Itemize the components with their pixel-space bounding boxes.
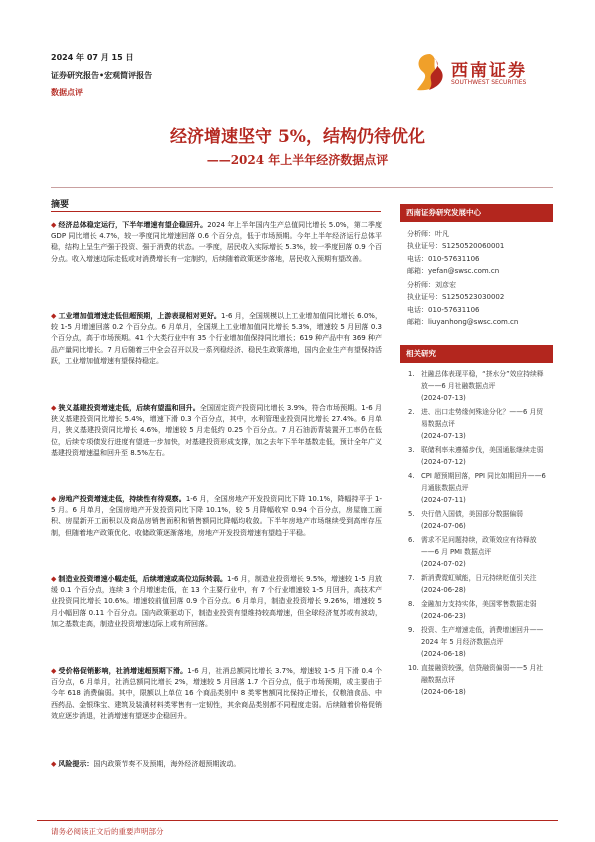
related-num: 3. (408, 446, 415, 454)
analyst-email[interactable]: 邮箱：yefan@swsc.com.cn (407, 266, 500, 275)
analyst-panel (400, 204, 553, 328)
doc-type: 数据点评 (51, 88, 83, 97)
related-date: (2024-06-18) (421, 688, 466, 696)
paragraph-text: 国内政策节奏不及预期，海外经济超预期波动。 (93, 760, 241, 768)
logo-mark-icon (413, 52, 447, 94)
abstract-heading: 摘要 (51, 200, 70, 210)
paragraph-text: 1-6 月，全国规模以上工业增加值同比增长 6.0%，较 1-5 月增速回落 0.2 个百分点。6 月单月，全国规上工业增加值同比增长 5.3%，增速较 5 月回落 0.3 个百分点，高于市场预期。41 个大类行业中有 35 个行业增加值保持同比增长；619 种产品中有 369 种产品产量同比增长。7 月后随着三中全会召开以及一系列稳经济、稳民生政策落地，国内企业生产有望保持活跃，工业增加值增速有望保持稳定。 (51, 312, 383, 365)
abstract-paragraph (51, 494, 382, 539)
paragraph-lead: 风险提示： (58, 760, 94, 768)
related-text: 新消费霓虹赋能，日元持续贬值引关注 (421, 574, 537, 582)
report-subtitle: ——2024 年上半年经济数据点评 (206, 153, 389, 167)
related-text: 社融总体表现平稳，“挤水分”效应持续释放——6 月社融数据点评 (421, 370, 544, 390)
related-num: 5. (408, 510, 415, 518)
related-date: (2024-06-23) (421, 612, 466, 620)
related-date: (2024-07-06) (421, 522, 466, 530)
related-num: 8. (408, 600, 415, 608)
related-item[interactable] (400, 534, 553, 570)
paragraph-text: 1-6 月，全国房地产开发投资同比下降 10.1%，降幅持平于 1-5 月。6 月单月，全国房地产开发投资同比下降 10.1%，较 5 月降幅收窄 0.94 个百分点，房屋施工面积、房屋新开工面积以及商品房销售面积和销售额同比降幅均收敛。下半年房地产市场继续受到高库存压制，但随着地产政策优化、收储政策逐渐落地，房地产开发投资增速有望趋于平稳。 (51, 495, 383, 537)
related-item[interactable] (400, 508, 553, 532)
bullet-icon: ◆ (51, 221, 57, 229)
analyst-card (400, 279, 553, 328)
paragraph-lead: 房地产投资增速走低，持续性有待观察。 (58, 495, 186, 503)
related-text: CPI 超预期回落，PPI 同比如期回升——6 月通胀数据点评 (421, 472, 546, 492)
abstract-paragraph (51, 220, 382, 265)
logo-english: SOUTHWEST SECURITIES (451, 79, 527, 86)
related-item[interactable] (400, 624, 553, 660)
related-date: (2024-07-13) (421, 394, 466, 402)
bullet-icon: ◆ (51, 312, 57, 320)
bullet-icon: ◆ (51, 667, 57, 675)
paragraph-lead: 制造业投资增速小幅走低，后续增速或高位边际转弱。 (58, 575, 227, 583)
related-text: 直接融资较强，信贷融资偏弱——5 月社融数据点评 (421, 664, 544, 684)
related-text: 金融加力支持实体，美国零售数据走弱 (421, 600, 537, 608)
paragraph-lead: 受价格促销影响，社消增速超预期下滑。 (58, 667, 188, 675)
bullet-icon: ◆ (51, 495, 57, 503)
paragraph-text: 2024 年上半年国内生产总值同比增长 5.0%，第二季度 GDP 同比增长 4.7%，较一季度同比增速回落 0.6 个百分点，低于市场预期。今年上半年经济运行总体平稳，结构上呈生产强于投资、强于消费的状态。一季度，居民收入实际增长 5.3%，较一季度回落 0.9 个百分点。收入增速边际走低或对消费增长有一定制约，后续随着政策逐步落地，居民收入预期有望改善。 (51, 221, 382, 263)
abstract-paragraph (51, 403, 382, 459)
related-num: 7. (408, 574, 415, 582)
bullet-icon: ◆ (51, 575, 57, 583)
report-type: 证券研究报告•宏观简评报告 (51, 71, 153, 80)
paragraph-text: 全国固定资产投资同比增长 3.9%，符合市场预期。1-6 月狭义基建投资同比增长 5.4%，增速下滑 0.3 个百分点，其中，水利管理业投资同比增长 27.4%。6 月单月，狭义基建投资同比增长 4.6%，增速较 5 月走低约 0.25 个百分点。7 月石油沥青装置开工率仍在低位，后续专项债发行进度有望进一步加快，对基建投资形成支撑，加之去年下半年基数走低，预计全年广义基建投资增速温和回升至 8.5%左右。 (51, 404, 382, 457)
related-item[interactable] (400, 572, 553, 596)
analyst-phone: 电话：010-57631106 (407, 254, 480, 263)
company-logo (413, 52, 553, 94)
related-list (400, 368, 553, 698)
analyst-cert: 执业证号：S1250520060001 (407, 242, 505, 251)
risk-note (51, 759, 382, 770)
abstract-divider (51, 211, 381, 212)
related-text: 进、出口走势缘何殊途分化？——6 月贸易数据点评 (421, 408, 544, 428)
report-date: 2024 年 07 月 15 日 (51, 53, 134, 62)
analyst-phone: 电话：010-57631106 (407, 305, 480, 314)
related-num: 4. (408, 472, 415, 480)
related-text: 联储利率未遵循步伐，美国通胀继续走弱 (421, 446, 544, 454)
paragraph-text: 1-6 月，社消总额同比增长 3.7%，增速较 1-5 月下滑 0.4 个百分点，6 月单月，社消总额同比增长 2%，增速较 5 月回落 1.7 个百分点，低于市场预期，或主要由于今年 618 消费偏弱。其中，限额以上单位 16 个商品类别中 8 类零售额同比保持正增长，仅粮油食品、中西药品、金银珠宝、建筑及装潢材料类零售有一定韧性，其余商品类别都不同程度走弱。后续随着价格促销效应逐步消退，社消增速有望逐步企稳回升。 (51, 667, 383, 720)
related-date: (2024-06-28) (421, 586, 466, 594)
bullet-icon: ◆ (51, 760, 57, 768)
related-text: 需求不足问题持续，政策效应有待释放——6 月 PMI 数据点评 (421, 536, 537, 556)
abstract-paragraph (51, 574, 382, 630)
related-item[interactable] (400, 444, 553, 468)
related-item[interactable] (400, 368, 553, 404)
paragraph-lead: 经济总体稳定运行，下半年增速有望企稳回升。 (58, 221, 208, 229)
logo-name: 西南证券 (451, 61, 527, 81)
related-num: 10. (408, 664, 419, 672)
related-item[interactable] (400, 406, 553, 442)
analyst-card (400, 228, 553, 277)
related-text: 投资、生产增速走低，消费增速回升——2024 年 5 月经济数据点评 (421, 626, 544, 646)
related-research-panel (400, 345, 553, 700)
related-title: 相关研究 (400, 345, 553, 363)
analyst-cert: 执业证号：S1250523030002 (407, 293, 505, 302)
related-item[interactable] (400, 598, 553, 622)
related-text: 央行借入国债，美国部分数据偏弱 (421, 510, 523, 518)
related-date: (2024-07-13) (421, 432, 466, 440)
related-item[interactable] (400, 662, 553, 698)
related-num: 6. (408, 536, 415, 544)
paragraph-lead: 狭义基建投资增速走低，后续有望温和回升。 (58, 404, 200, 412)
analyst-name: 分析师：叶凡 (407, 230, 449, 238)
related-num: 1. (408, 370, 415, 378)
related-num: 9. (408, 626, 415, 634)
abstract-paragraph (51, 666, 382, 722)
header-divider (51, 187, 553, 188)
footer-disclaimer: 请务必阅读正文后的重要声明部分 (51, 827, 164, 836)
paragraph-text: 1-6 月，制造业投资增长 9.5%，增速较 1-5 月放缓 0.1 个百分点，连续 3 个月增速走低，在 13 个主要行业中，有 7 个行业增速较 1-5 月回升，高技术产业投资同比增长 10.6%。增速较前值回落 0.9 个百分点。6 月单月，制造业投资增长 9.26%，增速较 5 月小幅回落 0.11 个百分点。国内政策驱动下，制造业投资有望维持较高增速，但全球经济复苏或有波动，加之基数走高，制造业投资增速边际上或有所回落。 (51, 575, 383, 628)
analyst-email[interactable]: 邮箱：liuyanhong@swsc.com.cn (407, 318, 519, 327)
related-date: (2024-07-12) (421, 458, 466, 466)
analyst-name: 分析师：刘彦宏 (407, 281, 456, 290)
related-date: (2024-07-11) (421, 496, 466, 504)
paragraph-lead: 工业增加值增速走低但超预期，上游表现相对更好。 (58, 312, 221, 320)
related-num: 2. (408, 408, 415, 416)
team-title: 西南证券研究发展中心 (400, 204, 553, 222)
related-date: (2024-07-02) (421, 560, 466, 568)
bullet-icon: ◆ (51, 404, 57, 412)
report-title: 经济增速坚守 5%，结构仍待优化 (170, 127, 425, 147)
abstract-paragraph (51, 311, 382, 367)
related-item[interactable] (400, 470, 553, 506)
related-date: (2024-06-18) (421, 650, 466, 658)
footer-divider (37, 820, 558, 821)
